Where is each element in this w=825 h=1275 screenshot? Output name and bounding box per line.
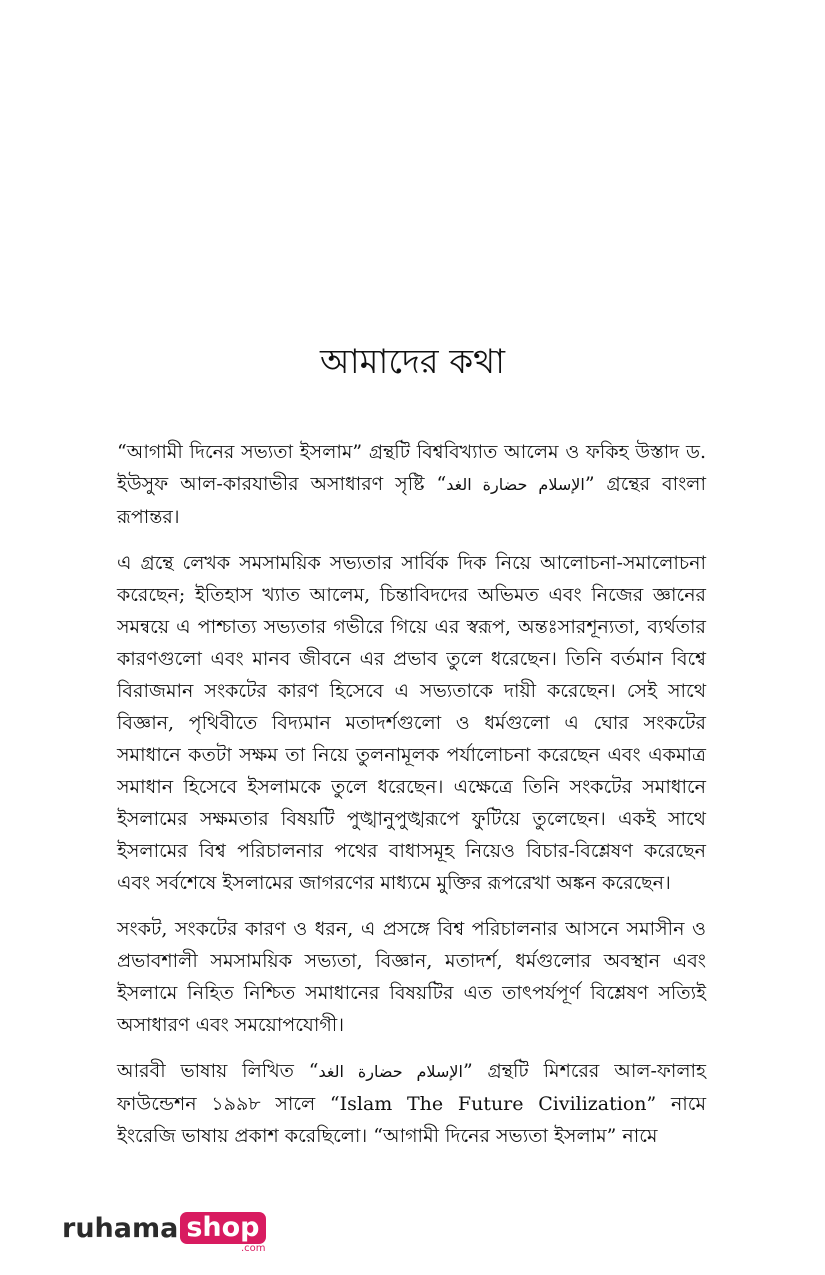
page-body: [117, 436, 706, 1166]
ruhamashop-logo: [62, 1212, 266, 1254]
intro-text-before: “আগামী দিনের সভ্যতা ইসলাম” গ্রন্থটি বিশ্ববিখ্যাত আলেম ও ফকিহ উস্তাদ ড. ইউসুফ আল-কারযাভীর অসাধারণ সৃষ্টি “: [117, 441, 706, 495]
logo-shop-text: shop: [186, 1212, 260, 1243]
logo-domain: .com: [240, 1243, 266, 1254]
arabic-book-title: الإسلام حضارة الغد: [318, 1062, 463, 1081]
logo-name: ruhama: [62, 1213, 179, 1244]
page-title: আমাদের কথা: [319, 342, 506, 382]
paragraph-publication: [117, 1055, 706, 1152]
paragraph-intro: [117, 436, 706, 533]
logo-shop-badge: [180, 1212, 266, 1254]
intro-text-after: ” গ্রন্থের বাংলা রূপান্তর।: [117, 473, 706, 528]
arabic-book-title: الإسلام حضارة الغد: [446, 475, 585, 494]
paragraph-analysis: সংকট, সংকটের কারণ ও ধরন, এ প্রসঙ্গে বিশ্ব পরিচালনার আসনে সমাসীন ও প্রভাবশালী সমসাময়িক সভ্যতা, বিজ্ঞান, মতাদর্শ, ধর্মগুলোর অবস্থান এবং ইসলামে নিহিত নিশ্চিত সমাধানের বিষয়টির এত তাৎপর্যপূর্ণ বিশ্লেষণ সত্যিই অসাধারণ এবং সময়োপযোগী।: [117, 918, 706, 1036]
paragraph-summary: এ গ্রন্থে লেখক সমসাময়িক সভ্যতার সার্বিক দিক নিয়ে আলোচনা-সমালোচনা করেছেন; ইতিহাস খ্যাত আলেম, চিন্তাবিদদের অভিমত এবং নিজের জ্ঞানের সমন্বয়ে এ পাশ্চাত্য সভ্যতার গভীরে গিয়ে এর স্বরূপ, অন্তঃসারশূন্যতা, ব্যর্থতার কারণগুলো এবং মানব জীবনে এর প্রভাব তুলে ধরেছেন। তিনি বর্তমান বিশ্বে বিরাজমান সংকটের কারণ হিসেবে এ সভ্যতাকে দায়ী করেছেন। সেই সাথে বিজ্ঞান, পৃথিবীতে বিদ্যমান মতাদর্শগুলো ও ধর্মগুলো এ ঘোর সংকটের সমাধানে কতটা সক্ষম তা নিয়ে তুলনামূলক পর্যালোচনা করেছেন এবং একমাত্র সমাধান হিসেবে ইসলামকে তুলে ধরেছেন। এক্ষেত্রে তিনি সংকটের সমাধানে ইসলামের সক্ষমতার বিষয়টি পুঙ্খানুপুঙ্খরূপে ফুটিয়ে তুলেছেন। একই সাথে ইসলামের বিশ্ব পরিচালনার পথের বাধাসমূহ নিয়েও বিচার-বিশ্লেষণ করেছেন এবং সর্বশেষে ইসলামের জাগরণের মাধ্যমে মুক্তির রূপরেখা অঙ্কন করেছেন।: [117, 552, 706, 894]
publication-text-after: ” গ্রন্থটি মিশরের আল-ফালাহ ফাউন্ডেশন ১৯৯৮ সালে “Islam The Future Civilization” নামে ইংরেজি ভাষায় প্রকাশ করেছিলো। “আগামী দিনের সভ্যতা ইসলাম” নামে: [117, 1060, 706, 1147]
publication-text-before: আরবী ভাষায় লিখিত “: [117, 1060, 319, 1082]
